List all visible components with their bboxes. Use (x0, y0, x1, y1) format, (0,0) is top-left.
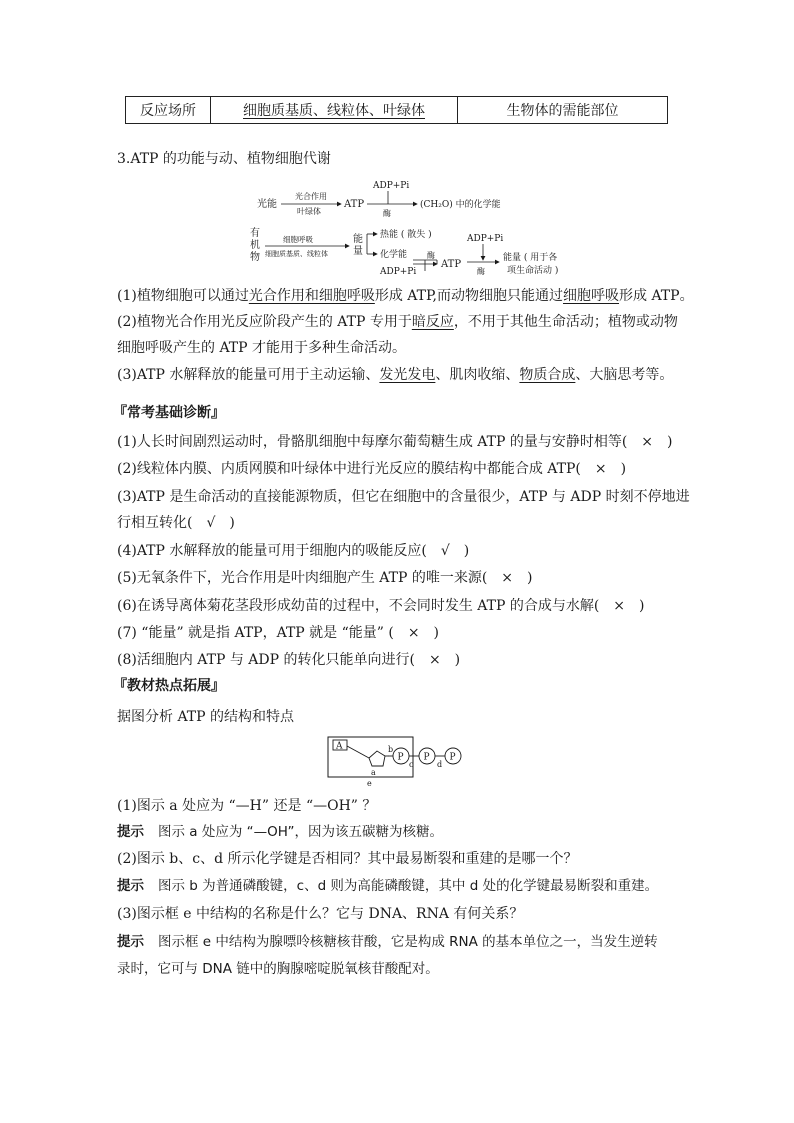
expansion-intro: 据图分析 ATP 的结构和特点 (117, 709, 295, 725)
label-P: P (423, 752, 430, 763)
diagnosis-item-2: (2)线粒体内膜、内质网膜和叶绿体中进行光反应的膜结构中都能合成 ATP( × ) (117, 461, 627, 477)
text: 形成 ATP,而动物细胞只能通过 (374, 288, 564, 304)
text: 形成 ATP。 (619, 288, 694, 304)
label-c: c (409, 760, 414, 769)
ribose-pentagon (369, 751, 385, 766)
diagram-energy-use-1: 能量 ( 用于各 (503, 253, 558, 263)
hint-label: 提示 (117, 824, 144, 840)
diagram-organic-2: 机 (250, 240, 260, 251)
diagnosis-item-3-line-2: 行相互转化( √ ) (117, 515, 235, 531)
diagram-adp-pi-top: ADP+Pi (373, 181, 410, 191)
hint-2 (117, 873, 658, 899)
label-a: a (371, 768, 376, 777)
atp-metabolism-diagram (245, 174, 565, 280)
question-3: (3)图示框 e 中结构的名称是什么？它与 DNA、RNA 有何关系？ (117, 906, 524, 922)
diagram-atp-2: ATP (441, 259, 462, 270)
hint-label: 提示 (117, 934, 144, 950)
diagnosis-item-3: (3)ATP 是生命活动的直接能源物质，但它在细胞中的含量很少，ATP 与 ADP 时刻不停地进 (117, 489, 690, 505)
diagram-enzyme-3: 酶 (477, 267, 485, 276)
atp-structure-figure (325, 736, 470, 788)
table-cell-atp-synthesis-site (211, 97, 458, 124)
label-A: A (336, 741, 343, 752)
expansion-section-title: 『教材热点拓展』 (113, 678, 225, 694)
section-3-title: 3.ATP 的功能与动、植物细胞代谢 (117, 151, 331, 167)
text: 、大脑思考等。 (575, 367, 674, 383)
paragraph-2-line-2: 细胞呼吸产生的 ATP 才能用于多种生命活动。 (117, 340, 407, 356)
underlined-text: 物质合成 (519, 367, 576, 383)
label-d: d (437, 760, 443, 769)
diagram-adp-pi-left: ADP+Pi (380, 267, 417, 277)
paragraph-2 (117, 309, 678, 335)
text: (1)植物细胞可以通过 (117, 288, 249, 304)
diagram-heat: 热能 ( 散失 ) (380, 230, 432, 240)
diagnosis-item-5: (5)无氧条件下，光合作用是叶肉细胞产生 ATP 的唯一来源( × ) (117, 570, 533, 586)
diagnosis-section-title: 『常考基础诊断』 (113, 405, 225, 421)
diagram-atp-1: ATP (344, 199, 365, 210)
hint-1 (117, 819, 443, 845)
hint-text: 图示框 e 中结构为腺嘌呤核糖核苷酸，它是构成 RNA 的基本单位之一，当发生逆转 (158, 934, 658, 950)
hint-label: 提示 (117, 878, 144, 894)
label-b: b (388, 745, 394, 754)
bond-line (347, 746, 369, 758)
diagram-adp-pi-right: ADP+Pi (467, 234, 504, 244)
paragraph-3 (117, 362, 673, 388)
diagram-ch2o-energy: (CH₂O) 中的化学能 (420, 200, 501, 210)
diagram-energy-1: 能 (353, 234, 363, 245)
diagnosis-item-4: (4)ATP 水解释放的能量可用于细胞内的吸能反应( √ ) (117, 543, 470, 559)
diagram-organic-3: 物 (250, 252, 260, 263)
hint-text: 图示 b 为普通磷酸键，c、d 则为高能磷酸键，其中 d 处的化学键最易断裂和重建。 (158, 878, 659, 894)
paragraph-1 (117, 283, 694, 309)
diagram-energy-2: 量 (353, 246, 363, 257)
text: 、肌肉收缩、 (435, 367, 520, 383)
text: (3)ATP 水解释放的能量可用于主动运输、 (117, 367, 380, 383)
underlined-text: 细胞呼吸 (563, 288, 620, 304)
label-P: P (449, 752, 456, 763)
diagram-enzyme-1: 酶 (383, 209, 391, 218)
diagram-organic-1: 有 (250, 228, 260, 239)
table-cell-header: 反应场所 (126, 97, 211, 124)
underlined-text: 发光发电 (379, 367, 436, 383)
table-row (126, 97, 668, 124)
diagnosis-item-7: (7) “能量” 就是指 ATP，ATP 就是 “能量” ( × ) (117, 625, 440, 641)
underlined-text: 暗反应 (411, 314, 454, 330)
diagram-light: 光能 (257, 199, 277, 210)
diagram-enzyme-2: 酶 (427, 251, 435, 260)
underlined-text: 细胞质基质、线粒体、叶绿体 (243, 103, 425, 119)
label-e: e (367, 779, 372, 788)
diagram-respiration-site: 细胞质基质、线粒体 (265, 250, 328, 258)
text: ，不用于其他生命活动；植物或动物 (453, 314, 678, 330)
diagram-chemical: 化学能 (380, 250, 408, 260)
hint-3 (117, 929, 658, 955)
diagnosis-item-6: (6)在诱导离体菊花茎段形成幼苗的过程中，不会同时发生 ATP 的合成与水解( × ) (117, 598, 645, 614)
diagram-energy-use-2: 项生命活动 ) (507, 266, 559, 276)
diagram-chloroplast: 叶绿体 (297, 207, 321, 216)
diagnosis-item-8: (8)活细胞内 ATP 与 ADP 的转化只能单向进行( × ) (117, 652, 461, 668)
hint-3-line-2: 录时，它可与 DNA 链中的胸腺嘧啶脱氧核苷酸配对。 (117, 961, 439, 977)
reaction-site-table (125, 96, 668, 124)
diagram-respiration: 细胞呼吸 (283, 235, 313, 244)
hint-text: 图示 a 处应为 “—OH”，因为该五碳糖为核糖。 (158, 824, 443, 840)
text: (2)植物光合作用光反应阶段产生的 ATP 专用于 (117, 314, 412, 330)
diagnosis-item-1: (1)人长时间剧烈运动时，骨骼肌细胞中每摩尔葡萄糖生成 ATP 的量与安静时相等( × ) (117, 434, 673, 450)
underlined-text: 光合作用和细胞呼吸 (248, 288, 375, 304)
table-cell-atp-hydrolysis-site: 生物体的需能部位 (458, 97, 668, 124)
question-1: (1)图示 a 处应为 “—H” 还是 “—OH” ？ (117, 798, 377, 814)
question-2: (2)图示 b、c、d 所示化学键是否相同？其中最易断裂和重建的是哪一个？ (117, 851, 578, 867)
label-P: P (397, 752, 404, 763)
diagram-photosynthesis: 光合作用 (295, 192, 327, 201)
